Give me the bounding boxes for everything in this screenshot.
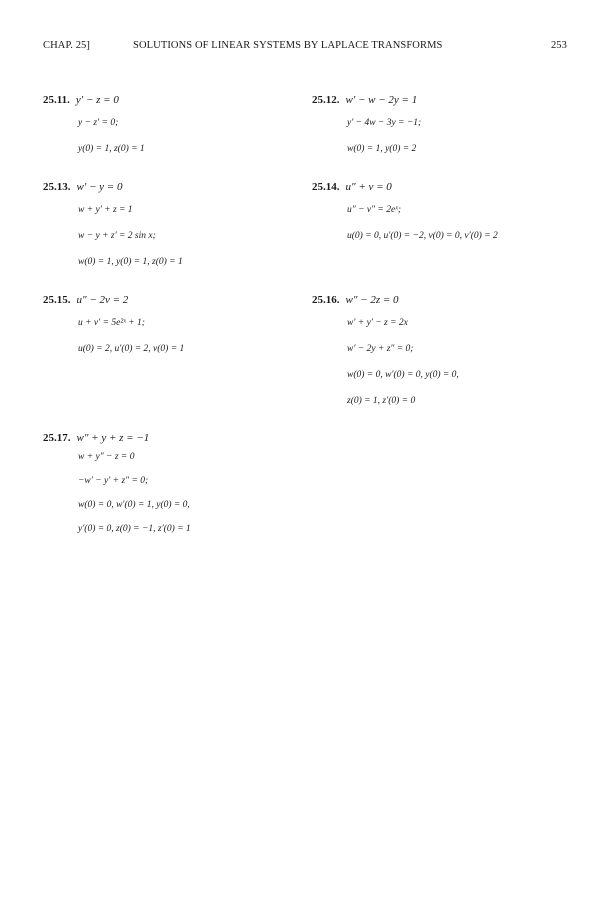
problem-25-11 bbox=[43, 94, 145, 170]
problem-line: w(0) = 0, w′(0) = 0, y(0) = 0, bbox=[347, 370, 459, 380]
problem-number: 25.12. bbox=[312, 94, 340, 106]
problem-number: 25.14. bbox=[312, 181, 340, 193]
chapter-title: SOLUTIONS OF LINEAR SYSTEMS BY LAPLACE TRANSFORMS bbox=[133, 40, 443, 51]
chapter-label: CHAP. 25] bbox=[43, 40, 90, 51]
problem-line: w(0) = 1, y(0) = 2 bbox=[347, 144, 417, 154]
problem-equation: w″ − 2z = 0 bbox=[345, 294, 399, 306]
problem-number: 25.11. bbox=[43, 94, 70, 106]
problem-line: y(0) = 1, z(0) = 1 bbox=[78, 144, 145, 154]
problem-number: 25.17. bbox=[43, 432, 71, 444]
problem-number: 25.15. bbox=[43, 294, 71, 306]
problem-line: u″ − v″ = 2eˣ; bbox=[347, 205, 402, 215]
problem-line: w(0) = 1, y(0) = 1, z(0) = 1 bbox=[78, 257, 183, 267]
problem-25-12 bbox=[312, 94, 421, 170]
page-number: 253 bbox=[550, 40, 567, 51]
problem-equation: u″ + v = 0 bbox=[345, 181, 392, 193]
problem-equation: y′ − z = 0 bbox=[75, 94, 119, 106]
problem-equation: u″ − 2v = 2 bbox=[76, 294, 129, 306]
problem-line: u(0) = 0, u′(0) = −2, v(0) = 0, v′(0) = 2 bbox=[347, 231, 498, 241]
problem-25-16 bbox=[312, 294, 459, 422]
problem-25-13 bbox=[43, 181, 183, 283]
problem-25-17 bbox=[43, 432, 191, 548]
problem-equation: w′ − w − 2y = 1 bbox=[345, 94, 418, 106]
problem-line: y′ − 4w − 3y = −1; bbox=[347, 118, 422, 128]
running-head bbox=[43, 40, 567, 56]
problem-line: w′ + y′ − z = 2x bbox=[347, 318, 408, 328]
problem-number: 25.13. bbox=[43, 181, 71, 193]
problem-25-15 bbox=[43, 294, 184, 370]
problem-line: u(0) = 2, u′(0) = 2, v(0) = 1 bbox=[78, 344, 185, 354]
problem-number: 25.16. bbox=[312, 294, 340, 306]
problem-line: w − y + z′ = 2 sin x; bbox=[78, 231, 156, 241]
problem-line: y − z′ = 0; bbox=[78, 118, 119, 128]
problem-line: y′(0) = 0, z(0) = −1, z′(0) = 1 bbox=[78, 524, 191, 534]
problem-line: z(0) = 1, z′(0) = 0 bbox=[347, 396, 416, 406]
problem-equation: w″ + y + z = −1 bbox=[76, 432, 150, 444]
problem-line: −w′ − y′ + z″ = 0; bbox=[78, 476, 149, 486]
problem-line: w′ − 2y + z″ = 0; bbox=[347, 344, 414, 354]
problem-25-14 bbox=[312, 181, 498, 257]
problem-line: u + v′ = 5e²ˣ + 1; bbox=[78, 318, 145, 328]
problem-line: w + y′ + z = 1 bbox=[78, 205, 133, 215]
problem-line: w + y″ − z = 0 bbox=[78, 452, 135, 462]
problem-equation: w′ − y = 0 bbox=[76, 181, 123, 193]
problem-line: w(0) = 0, w′(0) = 1, y(0) = 0, bbox=[78, 500, 190, 510]
